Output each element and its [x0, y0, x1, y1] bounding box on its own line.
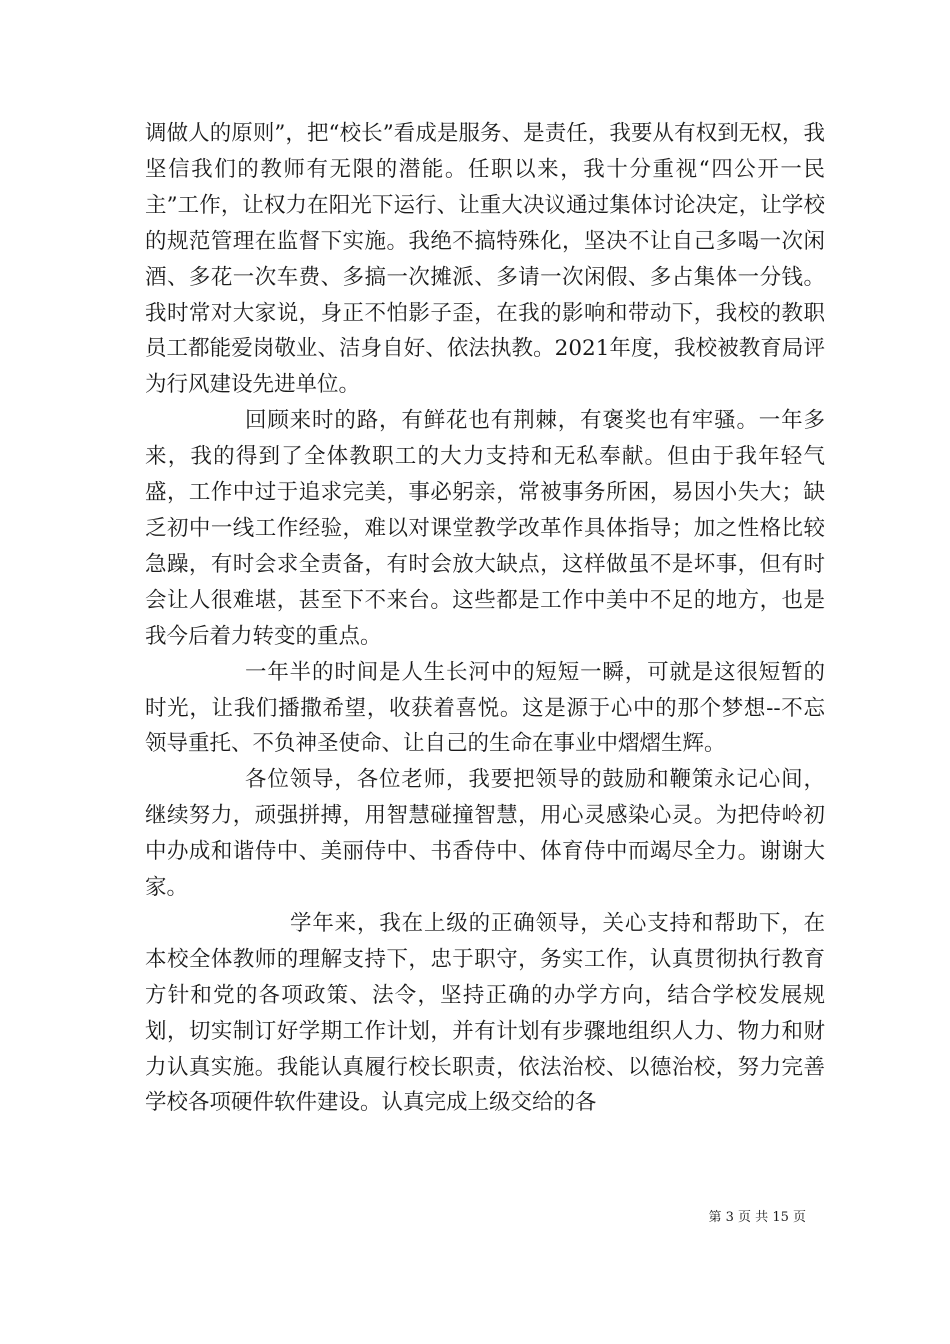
document-body — [145, 116, 825, 1121]
paragraph-1: 调做人的原则”，把“校长”看成是服务、是责任，我要从有权到无权，我坚信我们的教师有无限的潜能。任职以来，我十分重视“四公开一民主”工作，让权力在阳光下运行、让重大决议通过集体讨论决定，让学校的规范管理在监督下实施。我绝不搞特殊化，坚决不让自己多喝一次闲酒、多花一次车费、多搞一次摊派、多请一次闲假、多占集体一分钱。我时常对大家说，身正不怕影子歪，在我的影响和带动下，我校的教职员工都能爱岗敬业、洁身自好、依法执教。2021年度，我校被教育局评为行风建设先进单位。 — [145, 121, 825, 398]
paragraph-4: 各位领导，各位老师，我要把领导的鼓励和鞭策永记心间，继续努力，顽强拼搏，用智慧碰撞智慧，用心灵感染心灵。为把侍岭初中办成和谐侍中、美丽侍中、书香侍中、体育侍中而竭尽全力。谢谢大家。 — [145, 767, 825, 901]
paragraph-5: 学年来，我在上级的正确领导，关心支持和帮助下，在本校全体教师的理解支持下，忠于职守，务实工作，认真贯彻执行教育方针和党的各项政策、法令，坚持正确的办学方向，结合学校发展规划，切实制订好学期工作计划，并有计划有步骤地组织人力、物力和财力认真实施。我能认真履行校长职责，依法治校、以德治校，努力完善学校各项硬件软件建设。认真完成上级交给的各 — [145, 910, 825, 1116]
paragraph-3: 一年半的时间是人生长河中的短短一瞬，可就是这很短暂的时光，让我们播撒希望，收获着喜悦。这是源于心中的那个梦想--不忘领导重托、不负神圣使命、让自己的生命在事业中熠熠生辉。 — [145, 659, 825, 757]
page-number-footer: 第 3 页 共 15 页 — [708, 1210, 806, 1225]
paragraph-2: 回顾来时的路，有鲜花也有荆棘，有褒奖也有牢骚。一年多来，我的得到了全体教职工的大力支持和无私奉献。但由于我年轻气盛，工作中过于追求完美，事必躬亲，常被事务所困，易因小失大；缺乏初中一线工作经验，难以对课堂教学改革作具体指导；加之性格比较急躁，有时会求全责备，有时会放大缺点，这样做虽不是坏事，但有时会让人很难堪，甚至下不来台。这些都是工作中美中不足的地方，也是我今后着力转变的重点。 — [145, 408, 825, 649]
